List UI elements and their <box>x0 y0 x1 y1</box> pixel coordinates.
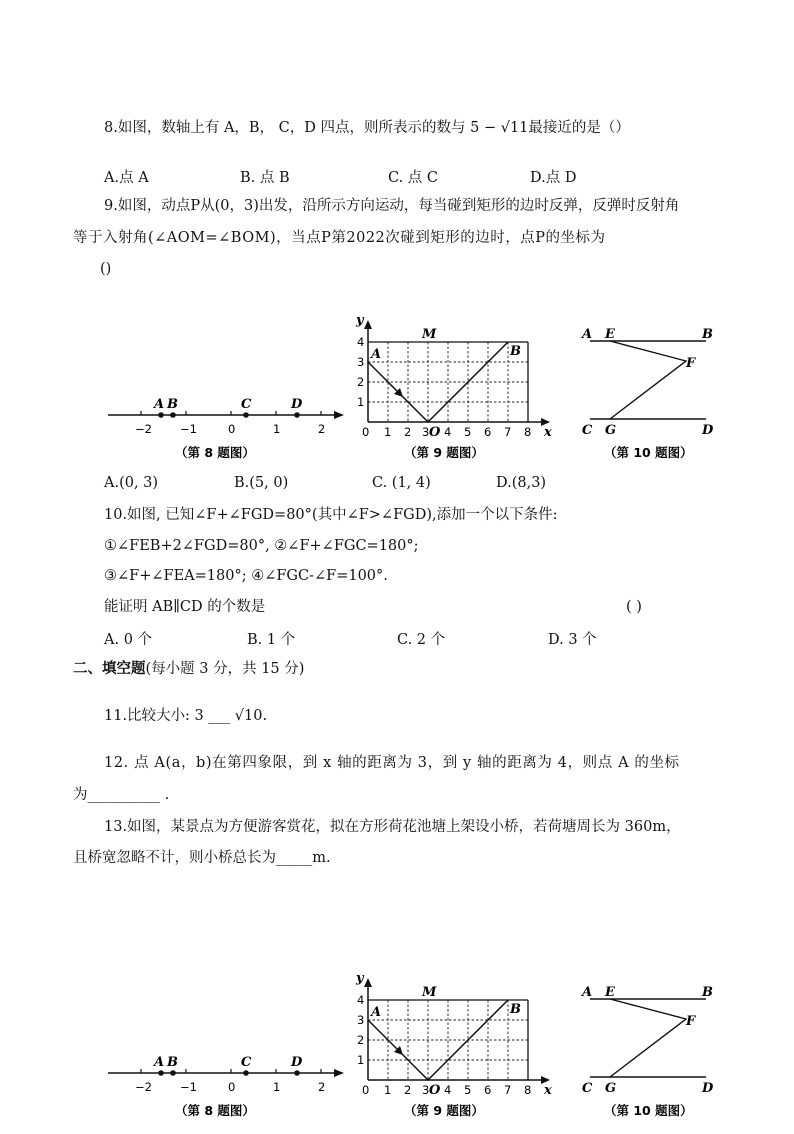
y-tick-label: 1 <box>357 395 365 409</box>
label-d: D <box>702 423 714 438</box>
q8-stem: 8.如图，数轴上有 A，B， C，D 四点，则所表示的数与 5 − √11最接近的是（） <box>104 120 630 136</box>
point-d-dot <box>294 1070 300 1076</box>
q9-option-c: C. (1, 4) <box>372 475 431 491</box>
x-tick-label: 5 <box>464 1083 472 1097</box>
q12-stem-line1: 12. 点 A(a，b)在第四象限，到 x 轴的距离为 3，到 y 轴的距离为 4，则点 A 的坐标 <box>104 755 680 771</box>
number-line-figure <box>108 397 344 460</box>
figure-row-1 <box>100 312 740 476</box>
tick-label: −2 <box>135 422 152 436</box>
tick-label: 1 <box>273 422 281 436</box>
grid-point-a-label: A <box>371 347 382 362</box>
point-c-dot <box>243 1070 249 1076</box>
q11-stem: 11.比较大小: 3 ___ √10. <box>104 708 268 724</box>
point-b-label: B <box>167 1055 178 1070</box>
q9-option-d: D.(8,3) <box>496 475 547 491</box>
x-tick-label: 2 <box>404 1083 412 1097</box>
tick-label: −1 <box>180 1080 197 1094</box>
x-tick-label: 3 <box>422 425 430 439</box>
q10-option-b: B. 1 个 <box>247 632 296 648</box>
number-line-arrow <box>334 411 344 419</box>
q9-option-b: B.(5, 0) <box>234 475 289 491</box>
y-tick-label: 3 <box>357 1013 365 1027</box>
broken-line-efg <box>610 341 686 419</box>
y-tick-label: 1 <box>357 1053 365 1067</box>
label-e: E <box>605 327 615 342</box>
label-c: C <box>582 1081 593 1096</box>
x-tick-label: 1 <box>384 425 392 439</box>
y-tick-label: 3 <box>357 355 365 369</box>
x-tick-label: 8 <box>524 1083 532 1097</box>
number-line-arrow <box>334 1069 344 1077</box>
grid-figure <box>355 313 552 460</box>
label-a: A <box>582 985 593 1000</box>
x-tick-label: 5 <box>464 425 472 439</box>
grid-point-b-label: B <box>510 344 521 359</box>
q10-condition-line2: ③∠F+∠FEA=180°; ④∠FGC-∠F=100°. <box>104 568 388 584</box>
grid-point-b-label: B <box>510 1002 521 1017</box>
q8-option-a: A.点 A <box>104 170 149 186</box>
grid-figure <box>355 971 552 1118</box>
tick-label: −1 <box>180 422 197 436</box>
point-a-dot <box>158 412 164 418</box>
parallel-lines-figure <box>580 327 714 460</box>
point-c-label: C <box>241 397 252 412</box>
q10-option-c: C. 2 个 <box>397 632 446 648</box>
section-2-note: (每小题 3 分，共 15 分) <box>145 661 305 677</box>
y-axis-arrow <box>364 978 372 987</box>
x-tick-label: 4 <box>444 425 452 439</box>
x-tick-label: 0 <box>362 1083 370 1097</box>
point-d-dot <box>294 412 300 418</box>
q8-option-d: D.点 D <box>530 170 577 186</box>
figure-row-2 <box>100 970 740 1134</box>
tick-label: −2 <box>135 1080 152 1094</box>
x-axis-label: x <box>544 425 552 440</box>
q9-stem-line3: () <box>100 261 112 277</box>
figure-9-caption: （第 9 题图） <box>404 1103 484 1118</box>
point-a-label: A <box>154 1055 165 1070</box>
x-tick-label: 1 <box>384 1083 392 1097</box>
y-tick-label: 4 <box>357 335 365 349</box>
y-axis-label: y <box>356 971 364 986</box>
point-c-label: C <box>241 1055 252 1070</box>
grid-lines <box>368 1000 528 1080</box>
tick-label: 2 <box>318 1080 326 1094</box>
q10-option-d: D. 3 个 <box>548 632 597 648</box>
point-a-label: A <box>154 397 165 412</box>
point-d-label: D <box>291 1055 303 1070</box>
grid-point-a-label: A <box>371 1005 382 1020</box>
point-c-dot <box>243 412 249 418</box>
tick-label: 0 <box>228 1080 236 1094</box>
tick-label: 0 <box>228 422 236 436</box>
broken-line-efg <box>610 999 686 1077</box>
label-f: F <box>686 356 696 371</box>
x-tick-label: 7 <box>504 425 512 439</box>
point-d-label: D <box>291 397 303 412</box>
figures-row-1-svg <box>100 312 740 472</box>
tick-label: 2 <box>318 422 326 436</box>
point-b-dot <box>170 1070 176 1076</box>
label-g: G <box>605 423 617 438</box>
x-tick-label: 2 <box>404 425 412 439</box>
origin-o-label: O <box>429 425 441 440</box>
section-2-heading <box>73 659 304 679</box>
q13-stem-line1: 13.如图，某景点为方便游客赏花，拟在方形荷花池塘上架设小桥，若荷塘周长为 360m， <box>104 819 681 835</box>
q8-option-c: C. 点 C <box>388 170 438 186</box>
figure-10-caption: （第 10 题图） <box>604 1103 693 1118</box>
q10-stem-question: 能证明 AB∥CD 的个数是 <box>104 599 266 615</box>
label-f: F <box>686 1014 696 1029</box>
y-axis-label: y <box>356 313 364 328</box>
x-axis-label: x <box>544 1083 552 1098</box>
x-tick-label: 3 <box>422 1083 430 1097</box>
q10-answer-paren: ( ) <box>626 599 642 615</box>
label-g: G <box>605 1081 617 1096</box>
x-tick-label: 6 <box>484 1083 492 1097</box>
origin-o-label: O <box>429 1083 441 1098</box>
q9-stem-line1: 9.如图，动点P从(0，3)出发，沿所示方向运动，每当碰到矩形的边时反弹，反弹时反射角 <box>104 198 680 214</box>
point-b-dot <box>170 412 176 418</box>
q10-stem-line1: 10.如图, 已知∠F+∠FGD=80°(其中∠F>∠FGD),添加一个以下条件: <box>104 507 558 523</box>
q8-option-b: B. 点 B <box>240 170 290 186</box>
figure-8-caption: （第 8 题图） <box>175 445 255 460</box>
x-tick-label: 7 <box>504 1083 512 1097</box>
point-a-dot <box>158 1070 164 1076</box>
x-tick-label: 0 <box>362 425 370 439</box>
figure-9-caption: （第 9 题图） <box>404 445 484 460</box>
q10-condition-line1: ①∠FEB+2∠FGD=80°, ②∠F+∠FGC=180°; <box>104 538 419 554</box>
q10-option-a: A. 0 个 <box>104 632 153 648</box>
q9-stem-line2: 等于入射角(∠AOM=∠BOM)，当点P第2022次碰到矩形的边时，点P的坐标为 <box>73 230 606 246</box>
label-b: B <box>702 327 713 342</box>
grid-point-m-label: M <box>422 985 437 1000</box>
label-b: B <box>702 985 713 1000</box>
label-e: E <box>605 985 615 1000</box>
grid-lines <box>368 342 528 422</box>
section-2-title: 二、填空题 <box>73 661 146 677</box>
q13-stem-line2: 且桥宽忽略不计，则小桥总长为_____m. <box>73 850 331 866</box>
y-tick-label: 2 <box>357 1033 365 1047</box>
figure-10-caption: （第 10 题图） <box>604 445 693 460</box>
number-line-figure <box>108 1055 344 1118</box>
figures-row-2-svg <box>100 970 740 1130</box>
figure-8-caption: （第 8 题图） <box>175 1103 255 1118</box>
point-b-label: B <box>167 397 178 412</box>
x-tick-label: 6 <box>484 425 492 439</box>
x-tick-label: 8 <box>524 425 532 439</box>
label-a: A <box>582 327 593 342</box>
y-tick-label: 2 <box>357 375 365 389</box>
q9-option-a: A.(0, 3) <box>104 475 159 491</box>
parallel-lines-figure <box>580 985 714 1118</box>
y-tick-label: 4 <box>357 993 365 1007</box>
x-tick-label: 4 <box>444 1083 452 1097</box>
y-axis-arrow <box>364 320 372 329</box>
label-d: D <box>702 1081 714 1096</box>
label-c: C <box>582 423 593 438</box>
grid-point-m-label: M <box>422 327 437 342</box>
q12-stem-line2: 为__________ . <box>73 787 170 803</box>
tick-label: 1 <box>273 1080 281 1094</box>
